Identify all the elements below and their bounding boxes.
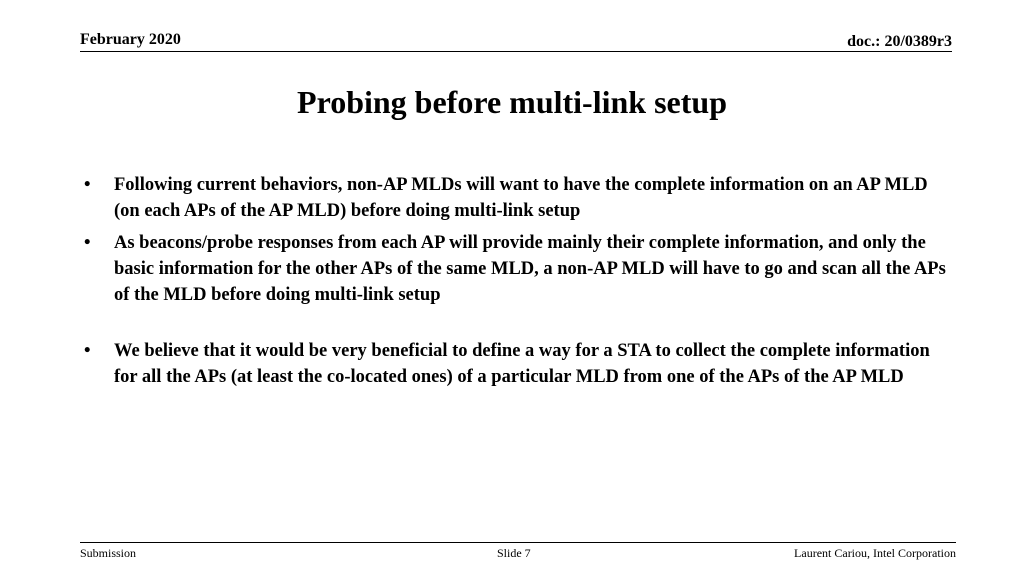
slide-title: Probing before multi-link setup <box>297 84 727 120</box>
bullet-text: We believe that it would be very beneficial to define a way for a STA to collect the complete information for all the APs (at least the co-located ones) of a particular MLD from one of the APs of the AP MLD <box>114 341 930 387</box>
header-doc-id: doc.: 20/0389r3 <box>847 33 952 50</box>
footer-slide-number: Slide 7 <box>497 546 531 560</box>
footer-submission: Submission <box>80 546 137 560</box>
bullet-marker: • <box>84 233 91 253</box>
bullet-item <box>80 338 950 390</box>
header-date: February 2020 <box>80 31 181 48</box>
header-divider <box>80 51 952 52</box>
bullet-item <box>80 172 950 224</box>
bullet-item <box>80 230 950 308</box>
footer-divider <box>80 542 956 543</box>
bullet-list <box>80 172 950 396</box>
bullet-marker: • <box>84 175 91 195</box>
bullet-text: As beacons/probe responses from each AP will provide mainly their complete information, and only the basic information for the other APs of the same MLD, a non-AP MLD will have to go and scan all the APs of the MLD before doing multi-link setup <box>114 233 946 305</box>
bullet-marker: • <box>84 341 91 361</box>
footer-author: Laurent Cariou, Intel Corporation <box>794 546 956 560</box>
bullet-text: Following current behaviors, non-AP MLDs will want to have the complete information on an AP MLD (on each APs of the AP MLD) before doing multi-link setup <box>114 175 928 221</box>
